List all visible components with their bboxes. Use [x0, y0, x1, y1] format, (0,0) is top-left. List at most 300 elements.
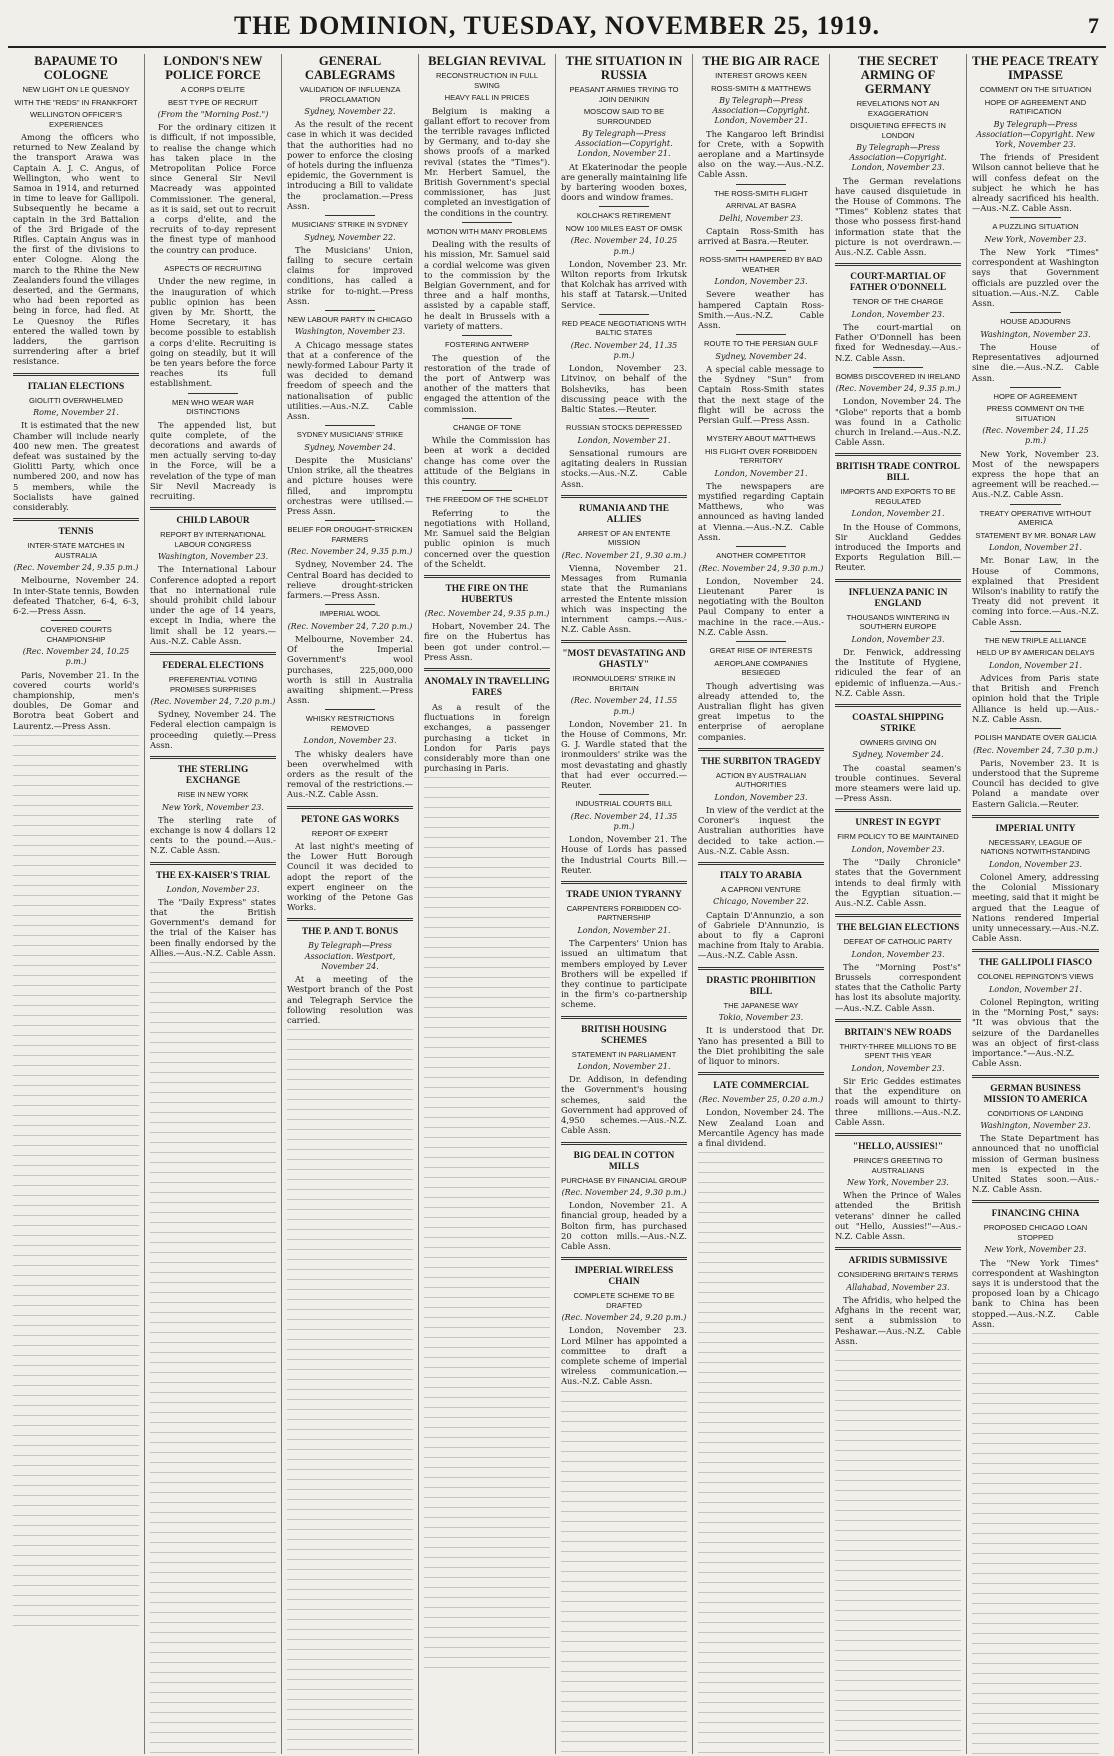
article-subhead: NEW LIGHT ON LE QUESNOY: [22, 85, 130, 94]
article-body: Melbourne, November 24. In inter-State tennis, Bowden defeated Thatcher, 6-4, 6-3, 6-2.—Press Assn.: [13, 575, 139, 617]
article-subhead: TENOR OF THE CHARGE: [852, 297, 944, 307]
article-subhead: RUSSIAN STOCKS DEPRESSED: [566, 423, 682, 433]
article-subhead: CARPENTERS FORBIDDEN CO-PARTNERSHIP: [566, 903, 682, 923]
article-dateline: (Rec. November 24, 11.35 p.m.): [570, 811, 678, 831]
article-subhead: THE ROSS-SMITH FLIGHT: [713, 188, 809, 198]
article: [13, 54, 139, 367]
article: [698, 967, 824, 1067]
article-body: The "New York Times" correspondent at Washington says it is understood that the proposed loan by a Chicago bank to China has been stopped.—Aus.-N.Z. Cable Assn.: [972, 1257, 1099, 1329]
article-divider: [561, 881, 687, 884]
article: [835, 54, 961, 257]
article-dateline: Delhi, November 23.: [718, 213, 804, 223]
article: [835, 704, 961, 804]
article-subhead: BOMBS DISCOVERED IN IRELAND: [835, 371, 961, 381]
article-subhead: MOTION WITH MANY PROBLEMS: [426, 226, 548, 236]
article-body: London, November 24. The New Zealand Loan and Mercantile Agency has made a final dividend.: [698, 1107, 824, 1148]
article-divider: [698, 967, 824, 970]
article: [972, 1075, 1099, 1195]
article-dateline: (Rec. November 24, 10.25 p.m.): [570, 236, 678, 256]
article-dateline: By Telegraph—Press Association. Westport, November 24.: [304, 941, 396, 971]
article-body: The House of Representatives adjourned sine die.—Aus.-N.Z. Cable Assn.: [972, 341, 1099, 383]
article-body: Despite the Musicians' Union strike, all the theatres and picture houses were filled, and impromptu orchestras were utilised.—Press Assn.: [287, 454, 413, 516]
article-body: The "Morning Post's" Brussels correspondent states that the Catholic Party has lost its absolute majority.—Aus.-N.Z. Cable Assn.: [835, 961, 961, 1013]
article: [561, 794, 687, 875]
article-dateline: By Telegraph—Press Association—Copyright. New York, November 23.: [976, 119, 1095, 149]
article: [835, 1019, 961, 1127]
article-divider: [150, 507, 276, 510]
article-dateline: Sydney, November 24.: [715, 351, 807, 361]
article: [972, 631, 1099, 724]
article-subhead: BEST TYPE OF RECRUIT: [167, 97, 259, 107]
article-dateline: Washington, November 23.: [980, 1121, 1091, 1130]
article-headline: UNREST IN EGYPT: [855, 818, 941, 829]
article: [287, 215, 413, 306]
article-dateline: London, November 23.: [303, 736, 397, 746]
article-body: Paris, November 23. It is understood that the Supreme Council has decided to give Poland a mandate over Eastern Galicia.—Reuter.: [972, 757, 1099, 809]
article-body: London, November 24. Lieutenant Parer is negotiating with the Boulton Paul Company to enter a machine in the race.—Aus.-N.Z. Cable Assn.: [698, 575, 824, 637]
article-headline: COASTAL SHIPPING STRIKE: [852, 712, 944, 734]
section-rule: [599, 206, 649, 207]
article-dateline: (Rec. November 24, 9.35 p.m.): [835, 384, 961, 394]
article-subhead: AEROPLANE COMPANIES BESIEGED: [714, 658, 808, 678]
article-body: The court-martial on Father O'Donnell has been fixed for Wednesday.—Aus.-N.Z. Cable Assn.: [835, 321, 961, 363]
article-headline: FINANCING CHINA: [991, 1209, 1080, 1220]
columns-container: [8, 54, 1106, 1754]
section-rule: [599, 794, 649, 795]
article-headline: THE FIRE ON THE HUBERTUS: [445, 584, 529, 606]
article-subhead: PEASANT ARMIES TRYING TO JOIN DENIKIN: [569, 85, 679, 104]
article-headline: IMPERIAL UNITY: [995, 823, 1076, 834]
article-divider: [13, 373, 139, 376]
article-divider: [561, 1257, 687, 1260]
article-headline: INFLUENZA PANIC IN ENGLAND: [848, 587, 948, 609]
section-rule: [736, 334, 786, 335]
article-subhead: PRESS COMMENT ON THE SITUATION: [986, 404, 1085, 423]
article-dateline: Sydney, November 22.: [304, 107, 396, 116]
article-body: Sir Eric Geddes estimates that the expenditure on roads will amount to thirty-three millions.—Aus.-N.Z. Cable Assn.: [835, 1076, 961, 1127]
column-4: [419, 54, 556, 1754]
article-subhead: CONSIDERING BRITAIN'S TERMS: [837, 1270, 959, 1280]
article-dateline: (Rec. November 24, 9.35 p.m.): [287, 547, 413, 557]
article-subhead: SYDNEY MUSICIANS' STRIKE: [296, 430, 404, 440]
article: [424, 668, 550, 773]
article: [698, 250, 824, 330]
article: [287, 54, 413, 211]
article: [561, 1257, 687, 1386]
article-subhead: ROSS-SMITH & MATTHEWS: [711, 83, 811, 93]
article-headline: TENNIS: [58, 527, 94, 538]
article: [287, 806, 413, 913]
article-subhead: COMPLETE SCHEME TO BE DRAFTED: [573, 1291, 675, 1310]
article-subhead: STATEMENT IN PARLIAMENT: [571, 1049, 677, 1059]
article-body: Among the officers who returned to New Zealand by the transport Arawa was Captain A. J. C. Angus, of Wellington, who went to Samoa in 1914, and returned in time to leave for Gallipoli. Subsequently he became a captain in the 3rd Battalion of the 3rd Brigade of the Rifles. Captain Angus was in the first of the divisions to enter Cologne. Along the march to the Rhine the New Zealanders found the villages deserted, and the Germans, who had been reported as being in force, had fled. At Le Quesnoy the Rifles entered the walled town by ladders, the garrison surrendering after a brief resistance.: [13, 132, 139, 367]
article-dateline: Allahabad, November 23.: [846, 1282, 950, 1292]
article-subhead: COMMENT ON THE SITUATION: [979, 85, 1092, 94]
article-divider: [835, 453, 961, 456]
article-divider: [835, 809, 961, 812]
article-dateline: (Rec. November 24, 7.20 p.m.): [150, 697, 276, 707]
article: [561, 206, 687, 309]
article-dateline: (Rec. November 24, 9.20 p.m.): [561, 1313, 687, 1323]
article: [698, 1072, 824, 1148]
article-subhead: REPORT BY INTERNATIONAL LABOUR CONGRESS: [160, 530, 266, 549]
article: [287, 709, 413, 799]
article-body: Sydney, November 24. The Central Board has decided to relieve drought-stricken farmers.—Press Assn.: [287, 559, 413, 601]
article-headline: IMPERIAL WIRELESS CHAIN: [574, 1266, 674, 1288]
article-divider: [698, 862, 824, 865]
article: [835, 453, 961, 572]
article: [150, 862, 276, 958]
article-subhead: THIRTY-THREE MILLIONS TO BE SPENT THIS YEAR: [839, 1041, 957, 1061]
article-subhead: VALIDATION OF INFLUENZA PROCLAMATION: [299, 85, 401, 104]
article-headline: "HELLO, AUSSIES!": [852, 1142, 944, 1153]
article-subhead: PREFERENTIAL VOTING PROMISES SURPRISES: [168, 675, 258, 694]
article-subhead: THOUSANDS WINTERING IN SOUTHERN EUROPE: [846, 612, 950, 632]
article-headline: THE P. AND T. BONUS: [301, 927, 399, 938]
section-rule: [736, 429, 786, 430]
article-dateline: (Rec. November 24, 7.30 p.m.): [973, 745, 1098, 755]
article-subhead: ASPECTS OF RECRUITING: [164, 263, 262, 273]
article: [424, 335, 550, 414]
article-headline: FEDERAL ELECTIONS: [162, 661, 264, 672]
article-body: London, November 23. Litvinov, on behalf of the Bolsheviks, has been discussing peace with the Baltic States.—Reuter.: [561, 363, 687, 415]
article-headline: THE BIG AIR RACE: [702, 54, 820, 68]
article: [835, 1133, 961, 1241]
article: [561, 314, 687, 414]
article-dateline: Washington, November 23.: [294, 327, 406, 337]
article-subhead: WITH THE "REDS" IN FRANKFORT: [14, 97, 138, 107]
article: [424, 490, 550, 569]
article: [424, 54, 550, 218]
article-subhead: INDUSTRIAL COURTS BILL: [575, 799, 673, 809]
section-rule: [599, 418, 649, 419]
article-headline: CHILD LABOUR: [176, 516, 250, 527]
article-headline: BAPAUME TO COLOGNE: [34, 54, 118, 82]
article-dateline: (Rec. November 21, 9.30 a.m.): [561, 550, 687, 560]
article-body: Mr. Bonar Law, in the House of Commons, explained that President Wilson's inability to ratify the Treaty did not prevent it coming into force.—Aus.-N.Z. Cable Assn.: [972, 555, 1099, 627]
article-body: The Musicians' Union, failing to secure certain claims for improved conditions, has called a strike for to-night.—Press Assn.: [287, 244, 413, 306]
article-divider: [972, 815, 1099, 818]
article: [424, 222, 550, 331]
article: [150, 393, 276, 502]
article-divider: [287, 918, 413, 921]
section-rule: [1010, 312, 1061, 313]
section-rule: [1010, 631, 1061, 632]
article-body: The "Daily Chronicle" states that the Government intends to deal firmly with the Egyptian situation.—Aus.-N.Z. Cable Assn.: [835, 857, 961, 908]
article-headline: ANOMALY IN TRAVELLING FARES: [424, 677, 550, 699]
article-subhead: MYSTERY ABOUT MATTHEWS: [706, 434, 816, 444]
article-divider: [972, 949, 1099, 952]
article: [13, 373, 139, 513]
article-subhead: HIS FLIGHT OVER FORBIDDEN TERRITORY: [704, 446, 818, 466]
article: [287, 520, 413, 600]
article: [561, 418, 687, 489]
article-divider: [972, 1075, 1099, 1078]
article-body: The whisky dealers have been overwhelmed with orders as the result of the removal of the restrictions.—Aus.-N.Z. Cable Assn.: [287, 748, 413, 800]
article-dateline: Sydney, November 24.: [304, 442, 396, 452]
masthead-title: THE DOMINION, TUESDAY, NOVEMBER 25, 1919.: [233, 11, 881, 40]
article-dateline: (Rec. November 24, 7.20 p.m.): [287, 621, 413, 631]
article-body: London, November 23. Mr. Wilton reports from Irkutsk that Kolchak has arrived with his staff at Tatarsk.—United Service.: [561, 258, 687, 310]
section-rule: [51, 620, 101, 621]
article: [150, 259, 276, 389]
column-3: [282, 54, 419, 1754]
article: [698, 54, 824, 180]
article-body: Dr. Addison, in defending the Government's housing schemes, said the Government had approved of 4,950 schemes.—Aus.-N.Z. Cable Assn.: [561, 1074, 687, 1136]
article-body: The friends of President Wilson cannot believe that he will confess defeat on the subject he which he has already sacrificed his health.—Aus.-N.Z. Cable Assn.: [972, 152, 1099, 214]
article-subhead: HEAVY FALL IN PRICES: [444, 93, 530, 102]
article-dateline: London, November 21.: [577, 925, 671, 935]
article-body: Colonel Amery, addressing the Colonial Missionary meeting, said that it might be argued that the League of Nations rendered Imperial unity unnecessary.—Aus.-N.Z. Cable Assn.: [972, 871, 1099, 944]
article-subhead: WHISKY RESTRICTIONS REMOVED: [305, 714, 395, 733]
article-subhead: IMPERIAL WOOL: [319, 609, 381, 619]
article-dateline: Chicago, November 22.: [713, 897, 809, 907]
article-divider: [698, 748, 824, 751]
article-divider: [972, 1200, 1099, 1203]
article-body: The appended list, but quite complete, of the decorations and awards of men actually serving to-day in the Force, will be a revelation of the type of man Sir Nevil Macready is recruiting.: [150, 419, 276, 501]
article-body: Sydney, November 24. The Federal election campaign is proceeding quietly.—Press Assn.: [150, 709, 276, 750]
column-2: [145, 54, 282, 1754]
section-rule: [325, 604, 375, 605]
column-text-continuation: [424, 777, 550, 1677]
article-subhead: THE NEW TRIPLE ALLIANCE: [984, 635, 1087, 645]
article-dateline: Sydney, November 22.: [304, 232, 396, 242]
article-headline: DRASTIC PROHIBITION BILL: [706, 975, 816, 997]
article-subhead: IRONMOULDERS' STRIKE IN BRITAIN: [572, 674, 676, 693]
article-body: The Carpenters' Union has issued an ultimatum that members employed by Lever Brothers will be expelled if they continue to participate in the firm's co-partnership scheme.: [561, 938, 687, 1010]
article-dateline: Washington, November 23.: [157, 552, 269, 562]
article-dateline: (Rec. November 24, 9.30 p.m.): [561, 1188, 687, 1197]
article: [561, 1142, 687, 1252]
article-body: Under the new regime, in the inauguration of which public opinion has been given by Mr. Shortt, the Home Secretary, it has become possible to establish a corps d'elite. Recruiting is going on steadily, but it will be ten years before the force reaches its full establishment.: [150, 276, 276, 389]
article-divider: [150, 756, 276, 759]
article-headline: BIG DEAL IN COTTON MILLS: [573, 1150, 675, 1172]
column-8: [967, 54, 1104, 1754]
article-body: Melbourne, November 24. Of the Imperial Government's wool purchases, 225,000,000 worth is still in Australia awaiting shipment.—Press Assn.: [287, 633, 413, 706]
article-dateline: London, November 23.: [851, 949, 945, 959]
section-rule: [599, 314, 649, 315]
article-body: London, November 21. A financial group, headed by a Bolton firm, has purchased 20 cotton mills.—Aus.-N.Z. Cable Assn.: [561, 1200, 687, 1252]
article-subhead: FOSTERING ANTWERP: [445, 340, 529, 350]
article: [972, 312, 1099, 383]
article-subhead: ARREST OF AN ENTENTE MISSION: [577, 528, 671, 548]
article-body: It is estimated that the new Chamber will include nearly 400 new men. The greatest defeat was sustained by the Giolitti Party, which once numbered 200, and now has 5 members, while the Socialists have gained considerably.: [13, 420, 139, 512]
article-body: The German revelations have caused disquietude in the House of Commons. The "Times" Koblenz states that those who possess first-hand information state that the picture is not overdrawn.—Aus.-N.Z. Cable Assn.: [835, 175, 961, 258]
article-body: The New York "Times" correspondent at Washington says that Government officials are puzzled over the situation.—Aus.-N.Z. Cable Assn.: [972, 247, 1099, 309]
article-subhead: KOLCHAK'S RETIREMENT: [576, 211, 672, 221]
article-headline: GERMAN BUSINESS MISSION TO AMERICA: [983, 1083, 1088, 1105]
article-body: While the Commission has been at work a decided change has come over the attitude of the Belgians in this country.: [424, 435, 550, 487]
article-subhead: MEN WHO WEAR WAR DISTINCTIONS: [172, 397, 254, 417]
article-subhead: ROUTE TO THE PERSIAN GULF: [704, 339, 818, 349]
article-body: When the Prince of Wales attended the British veterans' dinner he called out "Hello, Aussies!"—Aus.-N.Z. Cable Assn.: [835, 1190, 961, 1242]
article-dateline: London, November 23.: [714, 792, 808, 802]
article-subhead: RISE IN NEW YORK: [177, 790, 249, 800]
article-headline: THE BELGIAN ELECTIONS: [836, 923, 960, 934]
section-rule: [736, 250, 786, 251]
article-headline: LONDON'S NEW POLICE FORCE: [163, 54, 263, 82]
article-subhead: NOW 100 MILES EAST OF OMSK: [565, 223, 683, 233]
article-subhead: A PUZZLING SITUATION: [992, 222, 1079, 232]
article-body: The sterling rate of exchange is now 4 dollars 12 cents to the pound.—Aus.-N.Z. Cable Assn.: [150, 814, 276, 856]
article: [698, 429, 824, 542]
article-dateline: Rome, November 21.: [33, 408, 119, 418]
section-rule: [1010, 387, 1061, 388]
article-headline: BRITAIN'S NEW ROADS: [844, 1027, 952, 1038]
article-divider: [561, 640, 687, 643]
article-subhead: WELLINGTON OFFICER'S EXPERIENCES: [29, 110, 123, 129]
article-headline: AFRIDIS SUBMISSIVE: [848, 1256, 948, 1267]
section-rule: [1010, 217, 1061, 218]
article: [972, 54, 1099, 213]
section-rule: [736, 184, 786, 185]
article: [287, 310, 413, 421]
article-dateline: By Telegraph—Press Association—Copyright. London, November 21.: [575, 129, 673, 159]
article-subhead: ROSS-SMITH HAMPERED BY BAD WEATHER: [699, 255, 823, 274]
article-subhead: DEFEAT OF CATHOLIC PARTY: [843, 937, 953, 947]
article-body: At last night's meeting of the Lower Hutt Borough Council it was decided to adopt the report of the expert engineer on the working of the Petone Gas Works.: [287, 841, 413, 913]
article-body: London, November 21. The House of Lords has passed the Industrial Courts Bill.—Reuter.: [561, 834, 687, 875]
section-rule: [736, 546, 786, 547]
column-text-continuation: [972, 1333, 1099, 1754]
article-headline: THE EX-KAISER'S TRIAL: [156, 870, 270, 881]
article: [561, 54, 687, 202]
article-subhead: ARRIVAL AT BASRA: [725, 201, 797, 211]
article-dateline: Washington, November 23.: [980, 329, 1091, 339]
article-dateline: (Rec. November 24, 9.35 p.m.): [424, 609, 550, 619]
article: [972, 387, 1099, 500]
column-text-continuation: [835, 1350, 961, 1754]
article-dateline: London, November 23.: [988, 859, 1083, 869]
article-headline: THE SITUATION IN RUSSIA: [565, 54, 683, 82]
article-subhead: HOPE OF AGREEMENT: [993, 391, 1078, 401]
article-body: A special cable message to the Sydney "Sun" from Captain Ross-Smith states that the next stage of the flight will be across the Persian Gulf.—Press Assn.: [698, 363, 824, 425]
article-dateline: New York, November 23.: [984, 1245, 1087, 1255]
article-divider: [150, 652, 276, 655]
article-subhead: STATEMENT BY MR. BONAR LAW: [975, 530, 1096, 540]
article-subhead: NEW LABOUR PARTY IN CHICAGO: [287, 314, 413, 324]
article-divider: [561, 1142, 687, 1145]
article: [150, 652, 276, 750]
column-1: [8, 54, 145, 1754]
article-subhead: GREAT RISE OF INTERESTS: [709, 646, 813, 656]
article-dateline: London, November 23.: [851, 634, 945, 644]
article-body: As a result of the fluctuations in foreign exchanges, a passenger purchasing a ticket in London for Paris pays considerably more than one purchasing in Paris.: [424, 702, 550, 774]
section-rule: [325, 215, 375, 216]
article-headline: TRADE UNION TYRANNY: [566, 889, 682, 900]
article-headline: THE SECRET ARMING OF GERMANY: [857, 54, 939, 96]
article-subhead: PURCHASE BY FINANCIAL GROUP: [561, 1175, 687, 1185]
article: [698, 334, 824, 425]
column-7: [830, 54, 967, 1754]
article-subhead: REVELATIONS NOT AN EXAGGERATION: [856, 99, 940, 118]
column-text-continuation: [150, 962, 276, 1754]
article-body: Dr. Fenwick, addressing the Institute of Hygiene, ridiculed the fear of an epidemic of influenza.—Aus.-N.Z. Cable Assn.: [835, 646, 961, 698]
article-body: The coastal seamen's trouble continues. Several more steamers were laid up.—Press Assn.: [835, 762, 961, 804]
article-dateline: London, November 21.: [988, 984, 1083, 994]
column-text-continuation: [561, 1391, 687, 1754]
article-divider: [835, 263, 961, 266]
article-divider: [424, 668, 550, 671]
article: [424, 575, 550, 662]
article-headline: COURT-MARTIAL OF FATHER O'DONNELL: [849, 272, 947, 294]
article-headline: ITALIAN ELECTIONS: [27, 381, 125, 392]
article-dateline: (Rec. November 24, 9.30 p.m.): [698, 563, 824, 573]
article-subhead: ACTION BY AUSTRALIAN AUTHORITIES: [715, 770, 807, 790]
article-headline: BELGIAN REVIVAL: [428, 54, 546, 68]
article-subhead: TREATY OPERATIVE WITHOUT AMERICA: [979, 508, 1092, 528]
article-subhead: MUSICIANS' STRIKE IN SYDNEY: [291, 220, 409, 230]
masthead: [8, 6, 1106, 48]
article: [835, 263, 961, 363]
article-body: The question of the restoration of the trade of the port of Antwerp was another of the matters that engaged the attention of the commission.: [424, 352, 550, 414]
article-dateline: London, November 23.: [851, 1063, 945, 1073]
article-divider: [835, 704, 961, 707]
article-divider: [561, 495, 687, 498]
article-body: Captain Ross-Smith has arrived at Basra.—Reuter.: [698, 225, 824, 247]
article-body: Vienna, November 21. Messages from Rumania state that the Rumanians arrested the Entente mission which was inspecting the internment camps.—Aus.-N.Z. Cable Assn.: [561, 562, 687, 635]
article-subhead: MOSCOW SAID TO BE SURROUNDED: [583, 107, 665, 126]
section-rule: [1010, 728, 1061, 729]
article-dateline: Sydney, November 24.: [852, 750, 944, 760]
article-dateline: London, November 23.: [714, 277, 808, 287]
article-subhead: THE FREEDOM OF THE SCHELDT: [425, 495, 549, 505]
article-body: Sensational rumours are agitating dealers in Russian stocks.—Aus.-N.Z. Cable Assn.: [561, 447, 687, 489]
article: [150, 756, 276, 856]
article-dateline: London, November 21.: [577, 435, 671, 445]
article-subhead: ANOTHER COMPETITOR: [716, 551, 806, 561]
article-subhead: PROPOSED CHICAGO LOAN STOPPED: [983, 1223, 1088, 1242]
article-dateline: London, November 21.: [988, 660, 1083, 670]
article-body: The "Daily Express" states that the British Government's demand for the trial of the Kaiser has been finally endorsed by the Allies.—Aus.-N.Z. Cable Assn.: [150, 896, 276, 958]
column-text-continuation: [698, 1152, 824, 1754]
column-5: [556, 54, 693, 1754]
section-rule: [873, 367, 923, 368]
article-body: Belgium is making a gallant effort to recover from the terrible ravages inflicted by Germany, and to-day she shows proofs of a marked revival (states the "Times"). Mr. Herbert Samuel, the British Government's special commissioner, has just completed an investigation of the conditions in the country.: [424, 105, 550, 218]
article-subhead: HOUSE ADJOURNS: [1000, 317, 1071, 327]
article-headline: THE STERLING EXCHANGE: [177, 765, 249, 787]
article-headline: "MOST DEVASTATING AND GHASTLY": [562, 649, 686, 671]
article-subhead: CONDITIONS OF LANDING: [987, 1108, 1084, 1118]
article-dateline: Tokio, November 23.: [718, 1013, 804, 1023]
article-body: London, November 23. Lord Milner has appointed a committee to draft a complete scheme of imperial wireless communication.—Aus.-N.Z. Cable Assn.: [561, 1325, 687, 1387]
article-dateline: By Telegraph—Press Association—Copyright. London, November 23.: [849, 143, 947, 173]
article-body: At Ekaterinodar the people are generally maintaining life by bartering wooden boxes, doors and window frames.: [561, 161, 687, 203]
article-dateline: (Rec. November 24, 11.25 p.m.): [982, 426, 1089, 446]
article-body: Severe weather has hampered Captain Ross-Smith.—Aus.-N.Z. Cable Assn.: [698, 289, 824, 331]
article: [150, 54, 276, 255]
article-dateline: (Rec. November 24, 11.55 p.m.): [570, 696, 678, 716]
article: [835, 809, 961, 908]
article: [424, 418, 550, 487]
column-text-continuation: [287, 1029, 413, 1754]
article-dateline: London, November 23.: [851, 309, 945, 319]
article-subhead: RECONSTRUCTION IN FULL SWING: [435, 71, 539, 90]
article-dateline: London, November 21.: [714, 468, 808, 478]
article: [972, 504, 1099, 627]
section-rule: [325, 425, 375, 426]
article-dateline: London, November 23.: [851, 844, 945, 854]
article: [698, 546, 824, 637]
article-divider: [13, 518, 139, 521]
article-dateline: London, November 23.: [166, 884, 260, 894]
article-divider: [561, 1016, 687, 1019]
article-body: As the result of the recent case in which it was decided that the authorities had no power to enforce the closing of hotels during the influenza epidemic, the Government is introducing a Bill to validate the proclamation.—Press Assn.: [287, 119, 413, 211]
article-subhead: POLISH MANDATE OVER GALICIA: [974, 733, 1097, 743]
section-rule: [462, 418, 512, 419]
article-subhead: INTEREST GROWS KEEN: [715, 71, 807, 80]
article-headline: THE PEACE TREATY IMPASSE: [972, 54, 1099, 82]
